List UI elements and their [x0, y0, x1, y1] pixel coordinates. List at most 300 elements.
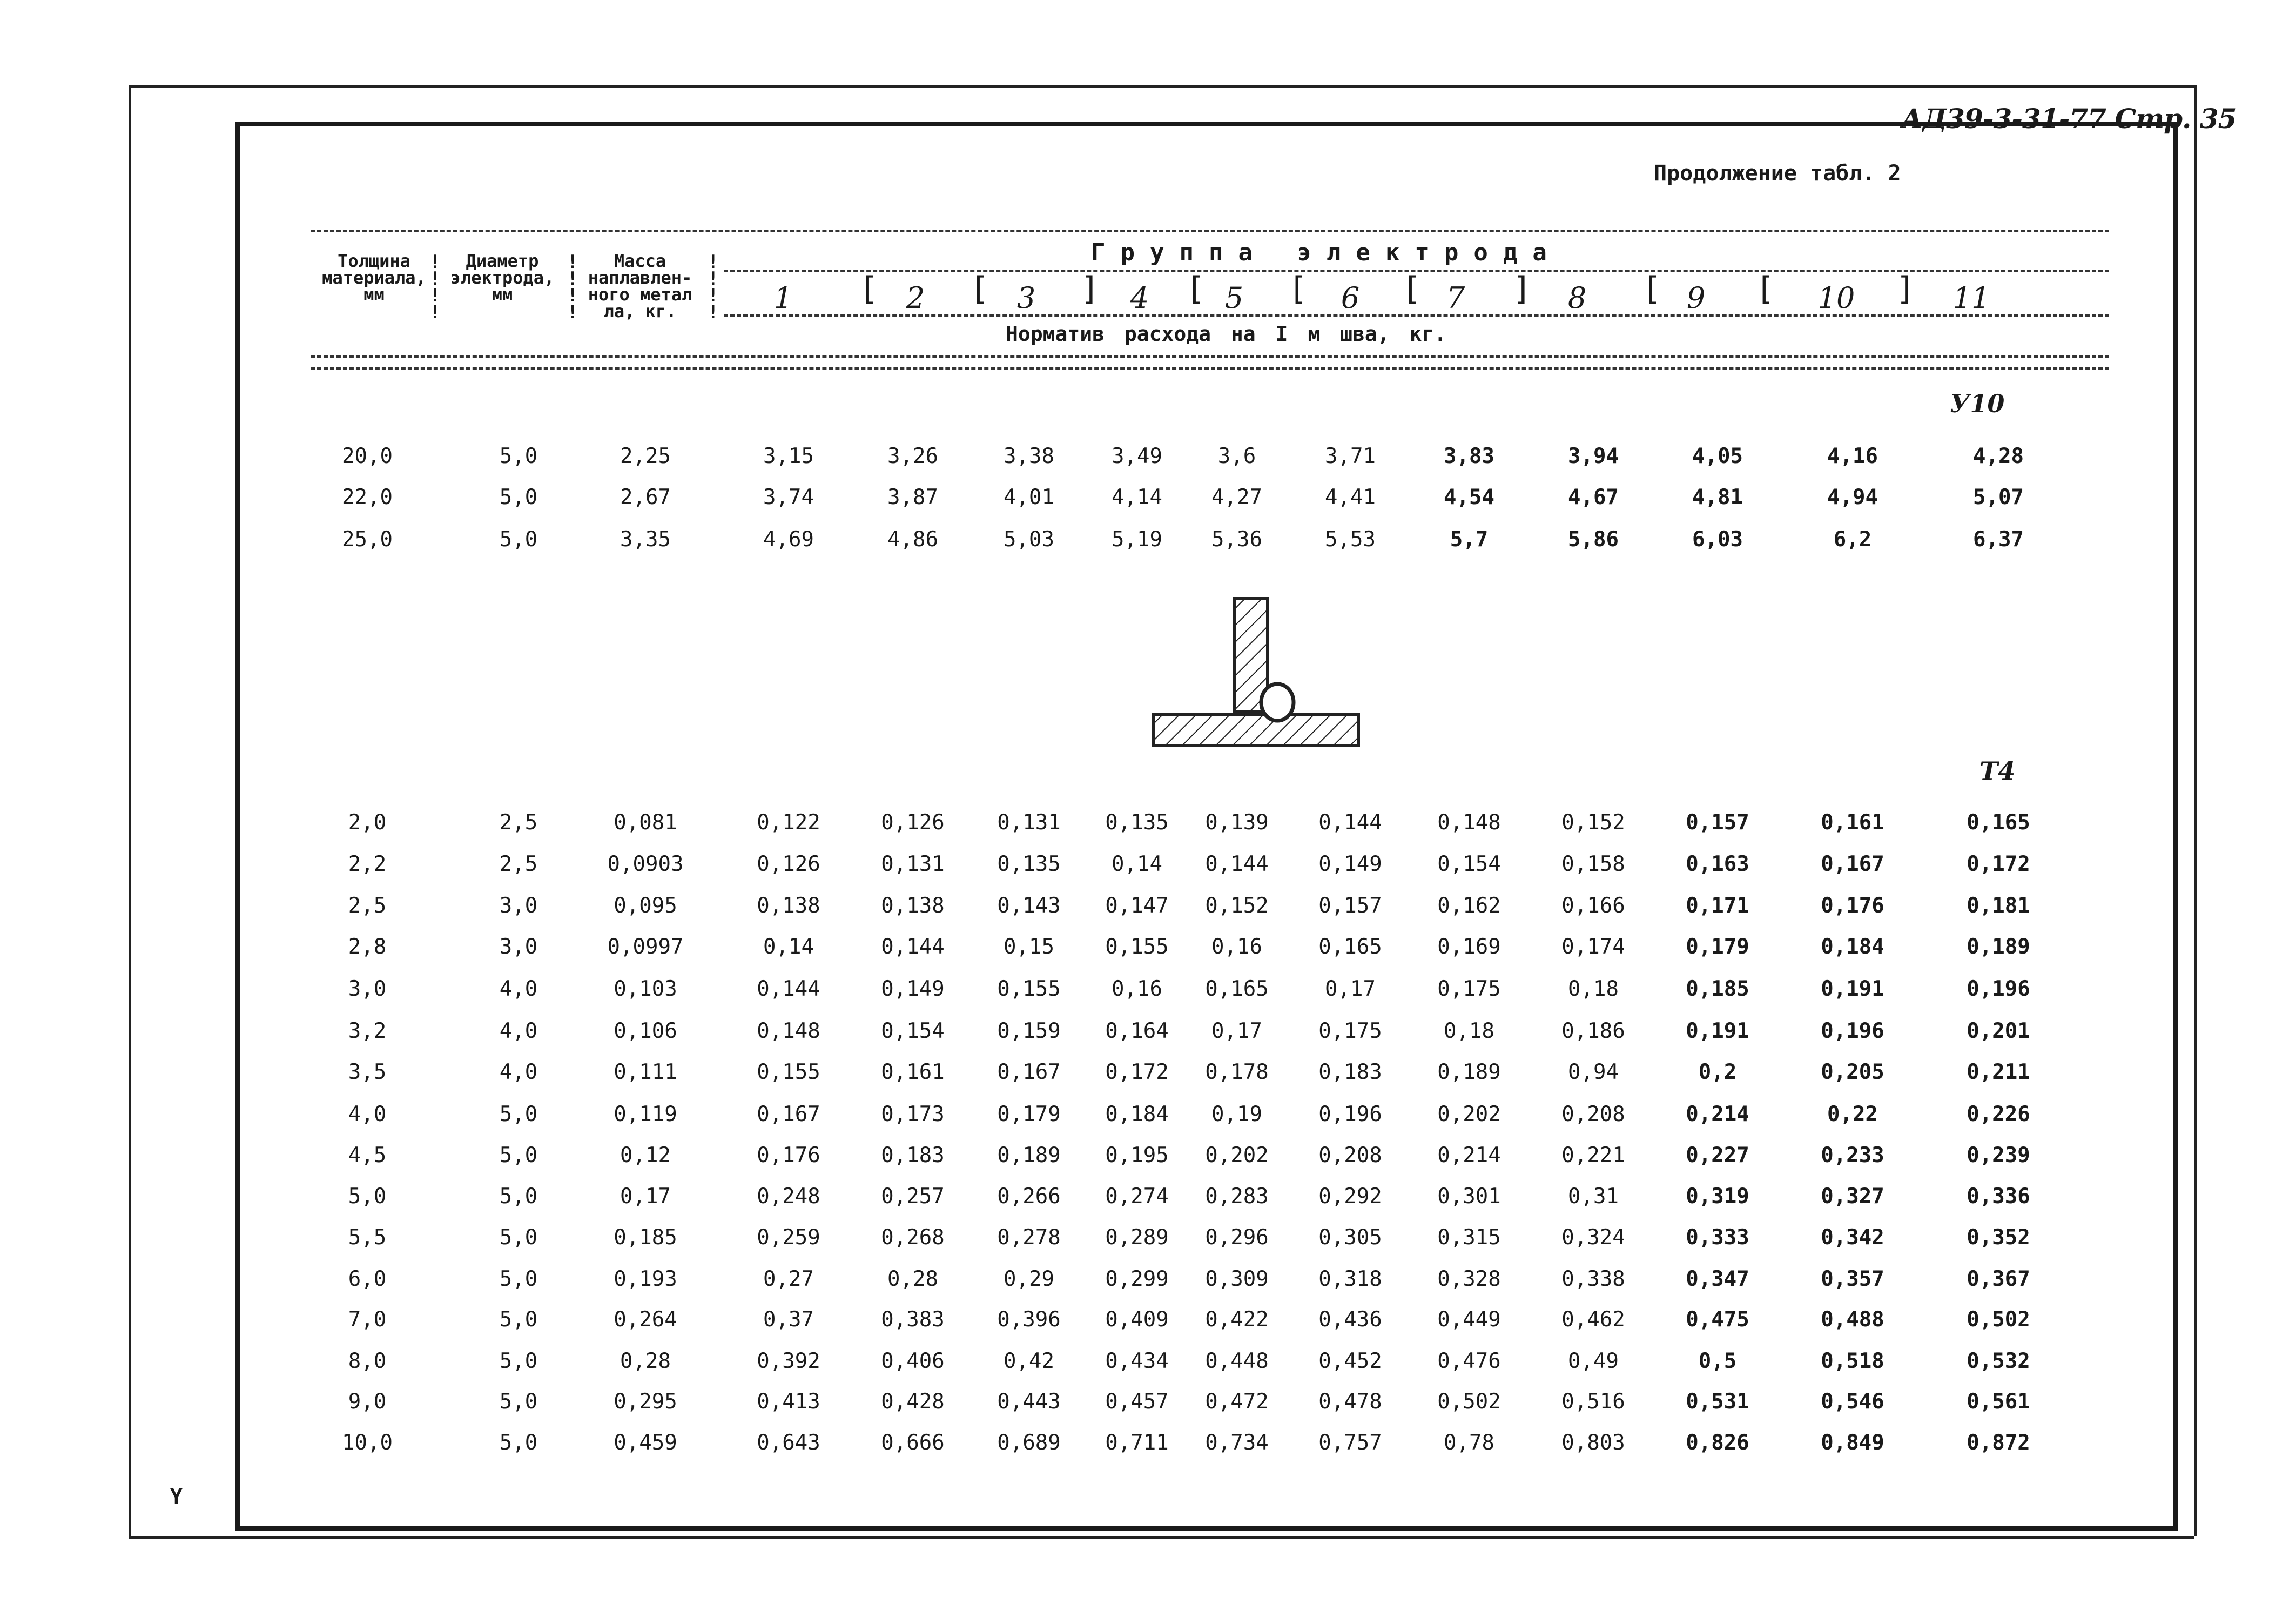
- table-cell: 4,05: [1692, 444, 1743, 468]
- table-cell: 3,49: [1112, 444, 1162, 468]
- table-cell: 0,131: [997, 810, 1061, 835]
- table-cell: 0,476: [1437, 1349, 1501, 1373]
- table-cell: 10,0: [342, 1431, 393, 1455]
- weld-diagram: [1148, 594, 1364, 751]
- table-cell: 0,28: [887, 1267, 938, 1291]
- table-cell: 4,69: [763, 527, 814, 552]
- norm-title: Норматив расхода на I м шва, кг.: [1006, 322, 1447, 346]
- table-cell: 0,711: [1105, 1431, 1169, 1455]
- table-cell: 0,383: [881, 1307, 945, 1332]
- table-cell: 0,195: [1105, 1143, 1169, 1168]
- table-cell: 0,643: [757, 1431, 820, 1455]
- header-line-top: [311, 230, 2109, 232]
- table-cell: 0,16: [1112, 977, 1162, 1001]
- table-cell: 5,07: [1973, 485, 2024, 509]
- table-cell: 0,449: [1437, 1307, 1501, 1332]
- table-cell: 0,171: [1686, 894, 1749, 918]
- margin-mark: Y: [170, 1485, 183, 1508]
- group-number-5: 5: [1224, 281, 1244, 315]
- table-cell: 0,214: [1437, 1143, 1501, 1168]
- table-cell: 4,0: [499, 1060, 538, 1084]
- table-cell: 0,274: [1105, 1184, 1169, 1209]
- table-cell: 0,176: [757, 1143, 820, 1168]
- table-cell: 0,196: [1318, 1102, 1382, 1126]
- table-cell: 0,328: [1437, 1267, 1501, 1291]
- table-cell: 0,409: [1105, 1307, 1169, 1332]
- group-divider-10: ]: [1896, 270, 1916, 308]
- table-cell: 0,22: [1827, 1102, 1878, 1126]
- table-cell: 0,94: [1568, 1060, 1619, 1084]
- table-cell: 5,0: [499, 1102, 538, 1126]
- table-cell: 3,87: [887, 485, 938, 509]
- group-number-2: 2: [906, 281, 925, 315]
- table-cell: 0,5: [1698, 1349, 1737, 1373]
- table-cell: 0,296: [1205, 1225, 1269, 1250]
- table-cell: 6,2: [1833, 527, 1872, 552]
- table-cell: 5,0: [499, 1307, 538, 1332]
- table-cell: 0,172: [1967, 852, 2030, 876]
- table-cell: 0,452: [1318, 1349, 1382, 1373]
- table-cell: 0,406: [881, 1349, 945, 1373]
- header-mass: Масса наплавлен- ного метал ла, кг.: [588, 251, 692, 321]
- table-cell: 0,0903: [607, 852, 684, 876]
- table-cell: 0,178: [1205, 1060, 1269, 1084]
- table-cell: 0,165: [1205, 977, 1269, 1001]
- table-cell: 5,53: [1325, 527, 1376, 552]
- table-cell: 0,392: [757, 1349, 820, 1373]
- table-cell: 0,181: [1967, 894, 2030, 918]
- table-cell: 2,2: [348, 852, 387, 876]
- table-cell: 7,0: [348, 1307, 387, 1332]
- table-cell: 0,167: [1821, 852, 1884, 876]
- base-plate: [1153, 714, 1358, 746]
- group-divider-4: [: [1186, 270, 1206, 308]
- table-cell: 5,0: [499, 1349, 538, 1373]
- table-cell: 5,0: [499, 485, 538, 509]
- header-line-mid: [311, 355, 2109, 358]
- table-cell: 0,443: [997, 1390, 1061, 1414]
- table-cell: 0,347: [1686, 1267, 1749, 1291]
- table-cell: 3,71: [1325, 444, 1376, 468]
- table-cell: 0,17: [1325, 977, 1376, 1001]
- table-cell: 0,299: [1105, 1267, 1169, 1291]
- table-cell: 0,436: [1318, 1307, 1382, 1332]
- table-cell: 0,342: [1821, 1225, 1884, 1250]
- table-cell: 5,0: [499, 1390, 538, 1414]
- outer-border-bottom: [129, 1536, 2073, 1539]
- header-diameter: Диаметр электрода, мм: [450, 251, 555, 305]
- table-cell: 0,173: [881, 1102, 945, 1126]
- table-cell: 0,175: [1318, 1019, 1382, 1043]
- table-cell: 0,159: [997, 1019, 1061, 1043]
- table-cell: 0,295: [614, 1390, 677, 1414]
- group-divider-3: ]: [1080, 270, 1100, 308]
- table-cell: 0,202: [1205, 1143, 1269, 1168]
- table-cell: 0,16: [1211, 935, 1262, 959]
- table-cell: 0,268: [881, 1225, 945, 1250]
- table-cell: 6,0: [348, 1267, 387, 1291]
- table-cell: 3,0: [348, 977, 387, 1001]
- group-number-7: 7: [1446, 281, 1465, 315]
- table-cell: 0,478: [1318, 1390, 1382, 1414]
- table-cell: 0,147: [1105, 894, 1169, 918]
- table-cell: 0,186: [1561, 1019, 1625, 1043]
- table-cell: 0,183: [1318, 1060, 1382, 1084]
- table-cell: 0,208: [1561, 1102, 1625, 1126]
- table-cell: 5,86: [1568, 527, 1619, 552]
- table-cell: 0,161: [881, 1060, 945, 1084]
- table-cell: 0,14: [763, 935, 814, 959]
- table-cell: 0,135: [1105, 810, 1169, 835]
- table-cell: 0,826: [1686, 1431, 1749, 1455]
- table-cell: 0,135: [997, 852, 1061, 876]
- table-cell: 0,319: [1686, 1184, 1749, 1209]
- table-cell: 4,16: [1827, 444, 1878, 468]
- table-cell: 0,17: [1211, 1019, 1262, 1043]
- table-cell: 0,211: [1967, 1060, 2030, 1084]
- table-cell: 0,165: [1967, 810, 2030, 835]
- table-cell: 0,131: [881, 852, 945, 876]
- table-cell: 0,111: [614, 1060, 677, 1084]
- table-cell: 0,248: [757, 1184, 820, 1209]
- table-cell: 0,193: [614, 1267, 677, 1291]
- table-cell: 0,18: [1444, 1019, 1494, 1043]
- table-cell: 0,502: [1437, 1390, 1501, 1414]
- table-cell: 0,0997: [607, 935, 684, 959]
- table-cell: 0,448: [1205, 1349, 1269, 1373]
- table-cell: 0,259: [757, 1225, 820, 1250]
- table-cell: 0,205: [1821, 1060, 1884, 1084]
- table-cell: 0,189: [997, 1143, 1061, 1168]
- table-cell: 25,0: [342, 527, 393, 552]
- table-cell: 0,196: [1967, 977, 2030, 1001]
- table-cell: 0,27: [763, 1267, 814, 1291]
- section-label-u10: У10: [1950, 389, 2005, 418]
- table-cell: 0,318: [1318, 1267, 1382, 1291]
- table-cell: 0,689: [997, 1431, 1061, 1455]
- table-cell: 0,292: [1318, 1184, 1382, 1209]
- table-cell: 5,36: [1211, 527, 1262, 552]
- table-cell: 0,189: [1967, 935, 2030, 959]
- table-cell: 0,434: [1105, 1349, 1169, 1373]
- document-code: АД39-3-31-77 Стр. 35: [1901, 103, 2237, 135]
- table-cell: 22,0: [342, 485, 393, 509]
- table-cell: 3,38: [1004, 444, 1054, 468]
- table-cell: 0,185: [1686, 977, 1749, 1001]
- table-cell: 0,126: [757, 852, 820, 876]
- table-cell: 0,163: [1686, 852, 1749, 876]
- table-cell: 0,227: [1686, 1143, 1749, 1168]
- group-number-9: 9: [1686, 281, 1706, 315]
- group-number-8: 8: [1567, 281, 1587, 315]
- table-cell: 0,165: [1318, 935, 1382, 959]
- header-thickness: Толщина материала, мм: [322, 251, 426, 305]
- table-cell: 0,148: [757, 1019, 820, 1043]
- table-cell: 0,106: [614, 1019, 677, 1043]
- table-cell: 0,561: [1967, 1390, 2030, 1414]
- table-cell: 5,0: [499, 1225, 538, 1250]
- table-cell: 3,74: [763, 485, 814, 509]
- table-cell: 0,78: [1444, 1431, 1494, 1455]
- table-cell: 0,185: [614, 1225, 677, 1250]
- table-cell: 3,94: [1568, 444, 1619, 468]
- table-cell: 0,301: [1437, 1184, 1501, 1209]
- table-cell: 0,546: [1821, 1390, 1884, 1414]
- table-cell: 0,367: [1967, 1267, 2030, 1291]
- table-cell: 0,196: [1821, 1019, 1884, 1043]
- table-cell: 0,154: [1437, 852, 1501, 876]
- group-divider-1: [: [859, 270, 879, 308]
- table-cell: 0,309: [1205, 1267, 1269, 1291]
- header-separator-3: ! ! ! !: [708, 251, 719, 323]
- table-cell: 0,31: [1568, 1184, 1619, 1209]
- table-cell: 0,872: [1967, 1431, 2030, 1455]
- table-cell: 20,0: [342, 444, 393, 468]
- table-cell: 0,475: [1686, 1307, 1749, 1332]
- group-divider-9: [: [1755, 270, 1775, 308]
- table-cell: 0,191: [1821, 977, 1884, 1001]
- table-cell: 0,138: [881, 894, 945, 918]
- table-cell: 0,666: [881, 1431, 945, 1455]
- table-cell: 0,167: [757, 1102, 820, 1126]
- table-cell: 0,531: [1686, 1390, 1749, 1414]
- table-cell: 6,03: [1692, 527, 1743, 552]
- table-cell: 0,126: [881, 810, 945, 835]
- table-cell: 0,239: [1967, 1143, 2030, 1168]
- table-cell: 3,0: [499, 935, 538, 959]
- table-cell: 0,154: [881, 1019, 945, 1043]
- table-cell: 0,221: [1561, 1143, 1625, 1168]
- table-cell: 5,7: [1450, 527, 1489, 552]
- group-number-1: 1: [773, 281, 793, 315]
- group-divider-6: [: [1402, 270, 1422, 308]
- table-cell: 5,0: [499, 527, 538, 552]
- table-cell: 0,169: [1437, 935, 1501, 959]
- table-cell: 0,144: [881, 935, 945, 959]
- table-cell: 0,201: [1967, 1019, 2030, 1043]
- table-cell: 0,357: [1821, 1267, 1884, 1291]
- table-cell: 3,83: [1444, 444, 1494, 468]
- table-cell: 5,0: [499, 1267, 538, 1291]
- table-cell: 0,734: [1205, 1431, 1269, 1455]
- table-cell: 0,095: [614, 894, 677, 918]
- table-cell: 0,157: [1686, 810, 1749, 835]
- table-cell: 5,03: [1004, 527, 1054, 552]
- table-cell: 0,428: [881, 1390, 945, 1414]
- table-cell: 4,81: [1692, 485, 1743, 509]
- table-cell: 0,327: [1821, 1184, 1884, 1209]
- table-cell: 0,162: [1437, 894, 1501, 918]
- table-cell: 0,144: [1318, 810, 1382, 835]
- table-cell: 3,35: [620, 527, 671, 552]
- table-cell: 0,19: [1211, 1102, 1262, 1126]
- table-cell: 0,214: [1686, 1102, 1749, 1126]
- table-cell: 5,0: [348, 1184, 387, 1209]
- table-cell: 4,94: [1827, 485, 1878, 509]
- table-cell: 0,191: [1686, 1019, 1749, 1043]
- table-cell: 0,144: [1205, 852, 1269, 876]
- table-cell: 0,139: [1205, 810, 1269, 835]
- table-cell: 0,155: [997, 977, 1061, 1001]
- table-cell: 2,67: [620, 485, 671, 509]
- table-cell: 0,333: [1686, 1225, 1749, 1250]
- table-cell: 0,305: [1318, 1225, 1382, 1250]
- table-cell: 0,152: [1205, 894, 1269, 918]
- table-cell: 0,175: [1437, 977, 1501, 1001]
- table-cell: 5,0: [499, 1143, 538, 1168]
- group-number-10: 10: [1817, 281, 1855, 315]
- table-cell: 0,396: [997, 1307, 1061, 1332]
- table-cell: 0,226: [1967, 1102, 2030, 1126]
- table-cell: 3,0: [499, 894, 538, 918]
- table-cell: 0,149: [881, 977, 945, 1001]
- table-cell: 5,0: [499, 1431, 538, 1455]
- outer-border-bottom-right: [2052, 1536, 2194, 1539]
- table-cell: 3,6: [1217, 444, 1256, 468]
- table-cell: 0,166: [1561, 894, 1625, 918]
- table-cell: 0,266: [997, 1184, 1061, 1209]
- table-cell: 0,152: [1561, 810, 1625, 835]
- table-cell: 4,86: [887, 527, 938, 552]
- table-cell: 4,0: [348, 1102, 387, 1126]
- table-cell: 0,184: [1821, 935, 1884, 959]
- table-cell: 0,138: [757, 894, 820, 918]
- header-line-bottom: [311, 367, 2109, 370]
- table-cell: 0,12: [620, 1143, 671, 1168]
- table-cell: 9,0: [348, 1390, 387, 1414]
- table-cell: 0,315: [1437, 1225, 1501, 1250]
- table-cell: 0,457: [1105, 1390, 1169, 1414]
- table-cell: 2,5: [499, 852, 538, 876]
- table-cell: 0,2: [1698, 1060, 1737, 1084]
- group-number-4: 4: [1130, 281, 1149, 315]
- table-cell: 0,352: [1967, 1225, 2030, 1250]
- table-cell: 0,336: [1967, 1184, 2030, 1209]
- table-cell: 0,518: [1821, 1349, 1884, 1373]
- table-cell: 6,37: [1973, 527, 2024, 552]
- section-label-t4: Т4: [1979, 756, 2016, 786]
- table-cell: 0,119: [614, 1102, 677, 1126]
- table-cell: 0,516: [1561, 1390, 1625, 1414]
- table-cell: 0,803: [1561, 1431, 1625, 1455]
- table-cell: 0,422: [1205, 1307, 1269, 1332]
- table-cell: 2,25: [620, 444, 671, 468]
- table-cell: 0,278: [997, 1225, 1061, 1250]
- table-cell: 0,174: [1561, 935, 1625, 959]
- table-cell: 0,189: [1437, 1060, 1501, 1084]
- table-cell: 0,144: [757, 977, 820, 1001]
- table-cell: 0,532: [1967, 1349, 2030, 1373]
- table-cell: 4,41: [1325, 485, 1376, 509]
- table-cell: 0,148: [1437, 810, 1501, 835]
- table-cell: 0,183: [881, 1143, 945, 1168]
- table-cell: 3,2: [348, 1019, 387, 1043]
- group-number-11: 11: [1952, 281, 1990, 315]
- table-cell: 0,208: [1318, 1143, 1382, 1168]
- table-cell: 0,257: [881, 1184, 945, 1209]
- table-cell: 0,122: [757, 810, 820, 835]
- table-cell: 0,283: [1205, 1184, 1269, 1209]
- table-cell: 4,0: [499, 977, 538, 1001]
- group-title: Группа электрода: [1091, 239, 1562, 266]
- table-cell: 0,179: [997, 1102, 1061, 1126]
- table-cell: 4,0: [499, 1019, 538, 1043]
- table-cell: 3,5: [348, 1060, 387, 1084]
- table-cell: 0,14: [1112, 852, 1162, 876]
- group-divider-7: ]: [1512, 270, 1532, 308]
- table-cell: 0,164: [1105, 1019, 1169, 1043]
- table-cell: 0,472: [1205, 1390, 1269, 1414]
- group-number-6: 6: [1341, 281, 1360, 315]
- table-cell: 0,155: [757, 1060, 820, 1084]
- table-cell: 0,42: [1004, 1349, 1054, 1373]
- table-cell: 0,17: [620, 1184, 671, 1209]
- table-cell: 0,37: [763, 1307, 814, 1332]
- table-cell: 0,184: [1105, 1102, 1169, 1126]
- table-cell: 0,179: [1686, 935, 1749, 959]
- table-cell: 4,28: [1973, 444, 2024, 468]
- table-cell: 0,49: [1568, 1349, 1619, 1373]
- header-separator-1: ! ! ! !: [429, 251, 441, 323]
- table-cell: 0,081: [614, 810, 677, 835]
- table-cell: 0,172: [1105, 1060, 1169, 1084]
- table-cell: 0,413: [757, 1390, 820, 1414]
- table-cell: 0,324: [1561, 1225, 1625, 1250]
- table-cell: 0,161: [1821, 810, 1884, 835]
- table-cell: 0,176: [1821, 894, 1884, 918]
- table-cell: 0,289: [1105, 1225, 1169, 1250]
- table-cell: 0,28: [620, 1349, 671, 1373]
- table-cell: 4,14: [1112, 485, 1162, 509]
- table-cell: 4,01: [1004, 485, 1054, 509]
- table-cell: 0,849: [1821, 1431, 1884, 1455]
- table-cell: 0,233: [1821, 1143, 1884, 1168]
- table-cell: 0,29: [1004, 1267, 1054, 1291]
- table-cell: 0,149: [1318, 852, 1382, 876]
- group-number-3: 3: [1016, 281, 1036, 315]
- table-cell: 2,5: [348, 894, 387, 918]
- table-cell: 5,5: [348, 1225, 387, 1250]
- group-divider-2: [: [969, 270, 989, 308]
- table-cell: 0,143: [997, 894, 1061, 918]
- table-cell: 2,5: [499, 810, 538, 835]
- table-cell: 0,15: [1004, 935, 1054, 959]
- table-cell: 0,18: [1568, 977, 1619, 1001]
- group-divider-8: [: [1642, 270, 1662, 308]
- continuation-title: Продолжение табл. 2: [1654, 161, 1901, 186]
- table-cell: 0,488: [1821, 1307, 1884, 1332]
- table-cell: 2,0: [348, 810, 387, 835]
- table-cell: 0,103: [614, 977, 677, 1001]
- table-cell: 0,757: [1318, 1431, 1382, 1455]
- table-cell: 2,8: [348, 935, 387, 959]
- table-cell: 5,19: [1112, 527, 1162, 552]
- table-cell: 4,27: [1211, 485, 1262, 509]
- table-cell: 4,5: [348, 1143, 387, 1168]
- header-separator-2: ! ! ! !: [567, 251, 578, 323]
- table-cell: 0,167: [997, 1060, 1061, 1084]
- weld-seam: [1261, 684, 1294, 721]
- table-cell: 5,0: [499, 1184, 538, 1209]
- table-cell: 4,54: [1444, 485, 1494, 509]
- table-cell: 0,502: [1967, 1307, 2030, 1332]
- table-cell: 0,158: [1561, 852, 1625, 876]
- table-cell: 0,157: [1318, 894, 1382, 918]
- group-divider-5: [: [1288, 270, 1308, 308]
- table-cell: 8,0: [348, 1349, 387, 1373]
- table-cell: 3,26: [887, 444, 938, 468]
- table-cell: 4,67: [1568, 485, 1619, 509]
